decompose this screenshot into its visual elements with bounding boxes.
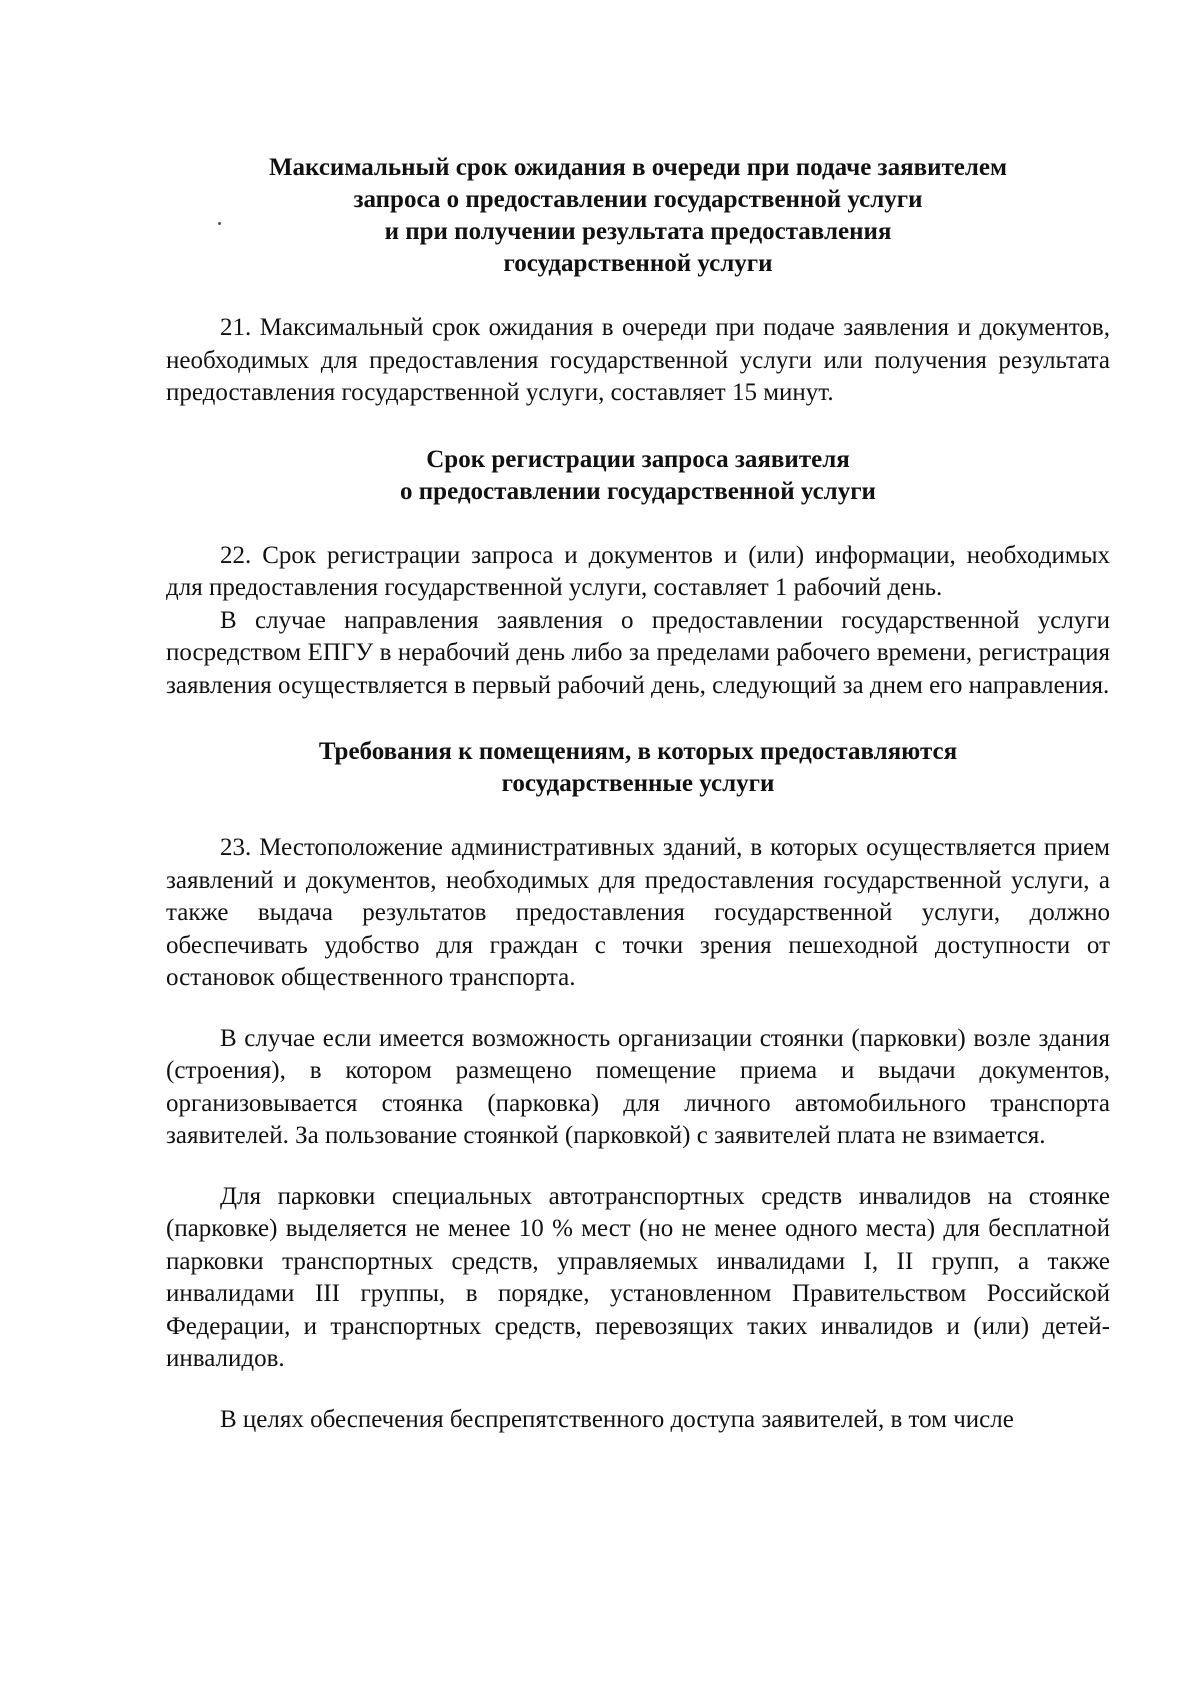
section-heading-registration-time xyxy=(166,444,1110,508)
paragraph-22: 22. Срок регистрации запроса и документов и (или) информации, необходимых для предоставления государственной услуги, составляет 1 рабочий день. xyxy=(166,541,1110,601)
document-body xyxy=(166,152,1110,1436)
section-heading-premises-requirements xyxy=(166,736,1110,800)
paragraph-23: 23. Местоположение административных зданий, в которых осуществляется прием заявлений и документов, необходимых для предоставления государственной услуги, а также выдача результатов предоставления государственной услуги, должно обеспечивать удобство для граждан с точки зрения пешеходной доступности от остановок общественного транспорта. xyxy=(166,834,1110,991)
paragraph-21: 21. Максимальный срок ожидания в очереди при подаче заявления и документов, необходимых для предоставления государственной услуги или получения результата предоставления государственной услуги, составляет 15 минут. xyxy=(166,314,1110,406)
heading-line: государственные услуги xyxy=(501,770,775,797)
heading-line: Срок регистрации запроса заявителя xyxy=(426,445,850,473)
heading-line: Максимальный срок ожидания в очереди при подаче заявителем xyxy=(268,154,1008,181)
heading-line: и при получении результата предоставления xyxy=(384,218,892,245)
paragraph-parking: В случае если имеется возможность организации стоянки (парковки) возле здания (строения), в котором размещено помещение приема и выдачи документов, организовывается стоянка (парковка) для личного автомобильного транспорта заявителей. За пользование стоянкой (парковкой) с заявителей плата не взимается. xyxy=(166,1024,1110,1149)
paragraph-accessibility: В целях обеспечения беспрепятственного доступа заявителей, в том числе xyxy=(220,1405,1014,1433)
paragraph-22-epgu: В случае направления заявления о предоставлении государственной услуги посредством ЕПГУ в нерабочий день либо за пределами рабочего времени, регистрация заявления осуществляется в первый рабочий день, следующий за днем его направления. xyxy=(166,606,1110,699)
heading-line: запроса о предоставлении государственной услуги xyxy=(353,186,923,213)
heading-line: о предоставлении государственной услуги xyxy=(400,477,876,505)
heading-line: Требования к помещениям, в которых предоставляются xyxy=(318,738,958,765)
heading-line: государственной услуги xyxy=(503,250,773,277)
paragraph-disabled-parking: Для парковки специальных автотранспортных средств инвалидов на стоянке (парковке) выделяется не менее 10 % мест (но не менее одного места) для бесплатной парковки транспортных средств, управляемых инвалидами I, II групп, а также инвалидами III группы, в порядке, установленном Правительством Российской Федерации, и транспортных средств, перевозящих таких инвалидов и (или) детей-инвалидов. xyxy=(166,1182,1110,1372)
section-heading-queue-time xyxy=(166,152,1110,280)
